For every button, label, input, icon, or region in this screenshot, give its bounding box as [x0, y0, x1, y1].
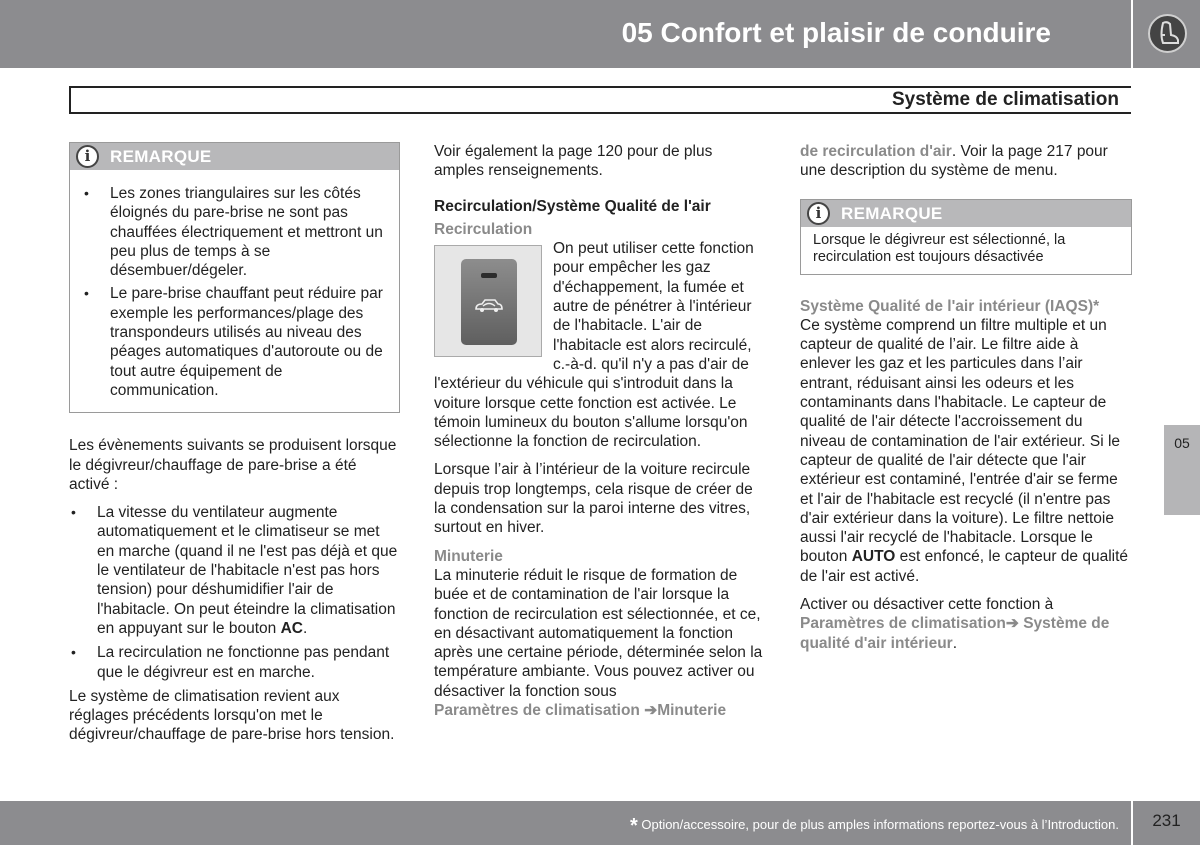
seat-icon	[1148, 14, 1187, 53]
footnote-text: Option/accessoire, pour de plus amples informations reportez-vous à l’Introduction.	[641, 817, 1119, 832]
timer-text: La minuterie réduit le risque de formation de buée et de contamination de l'air lorsque la fonction de recirculation est sélectionnée, et ce, en désactivant automatiquement la fonction après une certaine période, déterminée selon la température ambiante. Vous pouvez activer ou désactiver la fonction sous	[434, 566, 763, 700]
note-title: REMARQUE	[841, 203, 943, 223]
chapter-tab-label: 05	[1174, 435, 1190, 451]
paragraph-text: est enfoncé, le capteur de qualité de l'air est activé.	[800, 548, 1129, 585]
menu-path-item: Minuterie	[657, 702, 727, 720]
note-body	[70, 170, 399, 412]
bullet-end: .	[302, 619, 308, 637]
note-box	[800, 199, 1132, 275]
note-title: REMARQUE	[110, 147, 212, 166]
chapter-header	[0, 0, 1131, 68]
subheading-timer: Minuterie	[434, 547, 503, 565]
note-header	[801, 200, 1131, 227]
page-number: 231	[1152, 811, 1181, 830]
note-header	[70, 143, 399, 170]
menu-path	[800, 614, 1132, 653]
bullet-text: La vitesse du ventilateur augmente automatiquement et le climatiseur se met en marche (quand il ne l'est pas déjà et que le ventilateur de l'habitacle n'est pas hors tension) pour déshumidifier l'air de l'habitacle. On peut éteindre la climatisation en appuyant sur le bouton	[97, 504, 398, 637]
chapter-tab[interactable]	[1164, 425, 1200, 515]
footer	[0, 801, 1131, 845]
paragraph: On peut utiliser cette fonction pour empêcher les gaz d'échappement, la fumée et autre de pénétrer à l'intérieur de l'habitacle. L'air de l'habitacle est alors recirculé, c.-à-d. qu'il n'y a pas d'air de l'extérieur du véhicule qui s'introduit dans la voiture lorsque cette fonction est activée. Le témoin lumineux du bouton s'allume lorsqu'on sélectionne la fonction de recirculation.	[434, 240, 754, 451]
menu-path-item: Paramètres de climatisation	[434, 702, 640, 720]
menu-path-item: Paramètres de climatisation	[800, 615, 1006, 633]
chapter-icon-box	[1131, 0, 1200, 68]
heading: Recirculation/Système Qualité de l'air	[434, 197, 711, 215]
info-icon: i	[807, 202, 830, 225]
column-2	[434, 142, 764, 720]
section-header	[69, 86, 1131, 114]
indicator-light	[481, 273, 497, 278]
subheading-recirculation: Recirculation	[434, 220, 533, 238]
bullet-item: • La recirculation ne fonctionne pas pendant que le dégivreur est en marche.	[69, 643, 400, 682]
paragraph-text: Ce système comprend un filtre multiple et un capteur de qualité de l’air. Le filtre aide à enlever les gaz et les particules dans l’air entrant, réduisant ainsi les odeurs et les contaminants dans l'habitacle. Le capteur de qualité de l'air détecte l'accroissement du niveau de contamination de l'air extérieur. Si le capteur de qualité de l'air détecte que l'air extérieur est contaminé, l'entrée d'air se ferme et l'air de l'habitacle est recyclé (il n'entre pas d'air extérieur dans la voiture). Le filtre nettoie aussi l'air recyclé de l'habitacle. Lorsque le bouton	[800, 316, 1121, 566]
arrow-right-icon: ➔	[644, 702, 658, 720]
footnote	[629, 814, 1119, 837]
paragraph: Lorsque l’air à l’intérieur de la voiture recircule depuis trop longtemps, cela risque de créer de la condensation sur la paroi interne des vitres, surtout en hiver.	[434, 461, 753, 537]
car-recirculation-icon	[474, 297, 504, 313]
menu-path	[434, 701, 764, 720]
menu-reference: de recirculation d'air	[800, 143, 952, 160]
column-1	[69, 142, 400, 754]
bullet-item	[69, 503, 400, 638]
page-number-box	[1131, 801, 1200, 845]
paragraph	[800, 142, 1132, 181]
paragraph: Le système de climatisation revient aux réglages précédents lorsqu'on met le dégivreur/chauffage de pare-brise hors tension.	[69, 687, 395, 744]
ac-button-label: AC	[280, 619, 303, 637]
paragraph	[800, 316, 1132, 586]
menu-path-item: Système de qualité d'air intérieur	[800, 615, 1110, 652]
bullet-list	[69, 503, 400, 682]
column-3	[800, 142, 1132, 653]
paragraph-text: . Voir la page 217 pour une description du système de menu.	[800, 143, 1108, 180]
menu-path-end: .	[952, 634, 958, 652]
paragraph	[434, 566, 764, 701]
note-body: Lorsque le dégivreur est sélectionné, la recirculation est toujours désactivée	[813, 231, 1066, 265]
note-box	[69, 142, 400, 413]
paragraph: Les évènements suivants se produisent lorsque le dégivreur/chauffage de pare-brise a été activé :	[69, 437, 397, 493]
footnote-star: *	[629, 815, 638, 837]
note-bullet: • Le pare-brise chauffant peut réduire par exemple les performances/plage des transpondeurs utilisés au niveau des péages automatiques d'autoroute ou de tout autre équipement de communication.	[82, 284, 385, 400]
recirculation-button-image	[434, 245, 542, 357]
auto-button-label: AUTO	[851, 548, 896, 566]
section-title: Système de climatisation	[891, 89, 1119, 110]
paragraph: Activer ou désactiver cette fonction à	[800, 596, 1054, 614]
note-bullet: • Les zones triangulaires sur les côtés éloignés du pare-brise ne sont pas chauffées électriquement et mettront un peu plus de temps à se désembuer/dégeler.	[82, 184, 385, 280]
arrow-right-icon: ➔	[1005, 615, 1019, 633]
subheading-iaqs: Système Qualité de l'air intérieur (IAQS)*	[800, 297, 1100, 315]
chapter-title: 05 Confort et plaisir de conduire	[621, 17, 1051, 48]
paragraph: Voir également la page 120 pour de plus amples renseignements.	[434, 143, 713, 180]
recirculation-button-icon	[461, 259, 517, 345]
info-icon: i	[76, 145, 99, 168]
